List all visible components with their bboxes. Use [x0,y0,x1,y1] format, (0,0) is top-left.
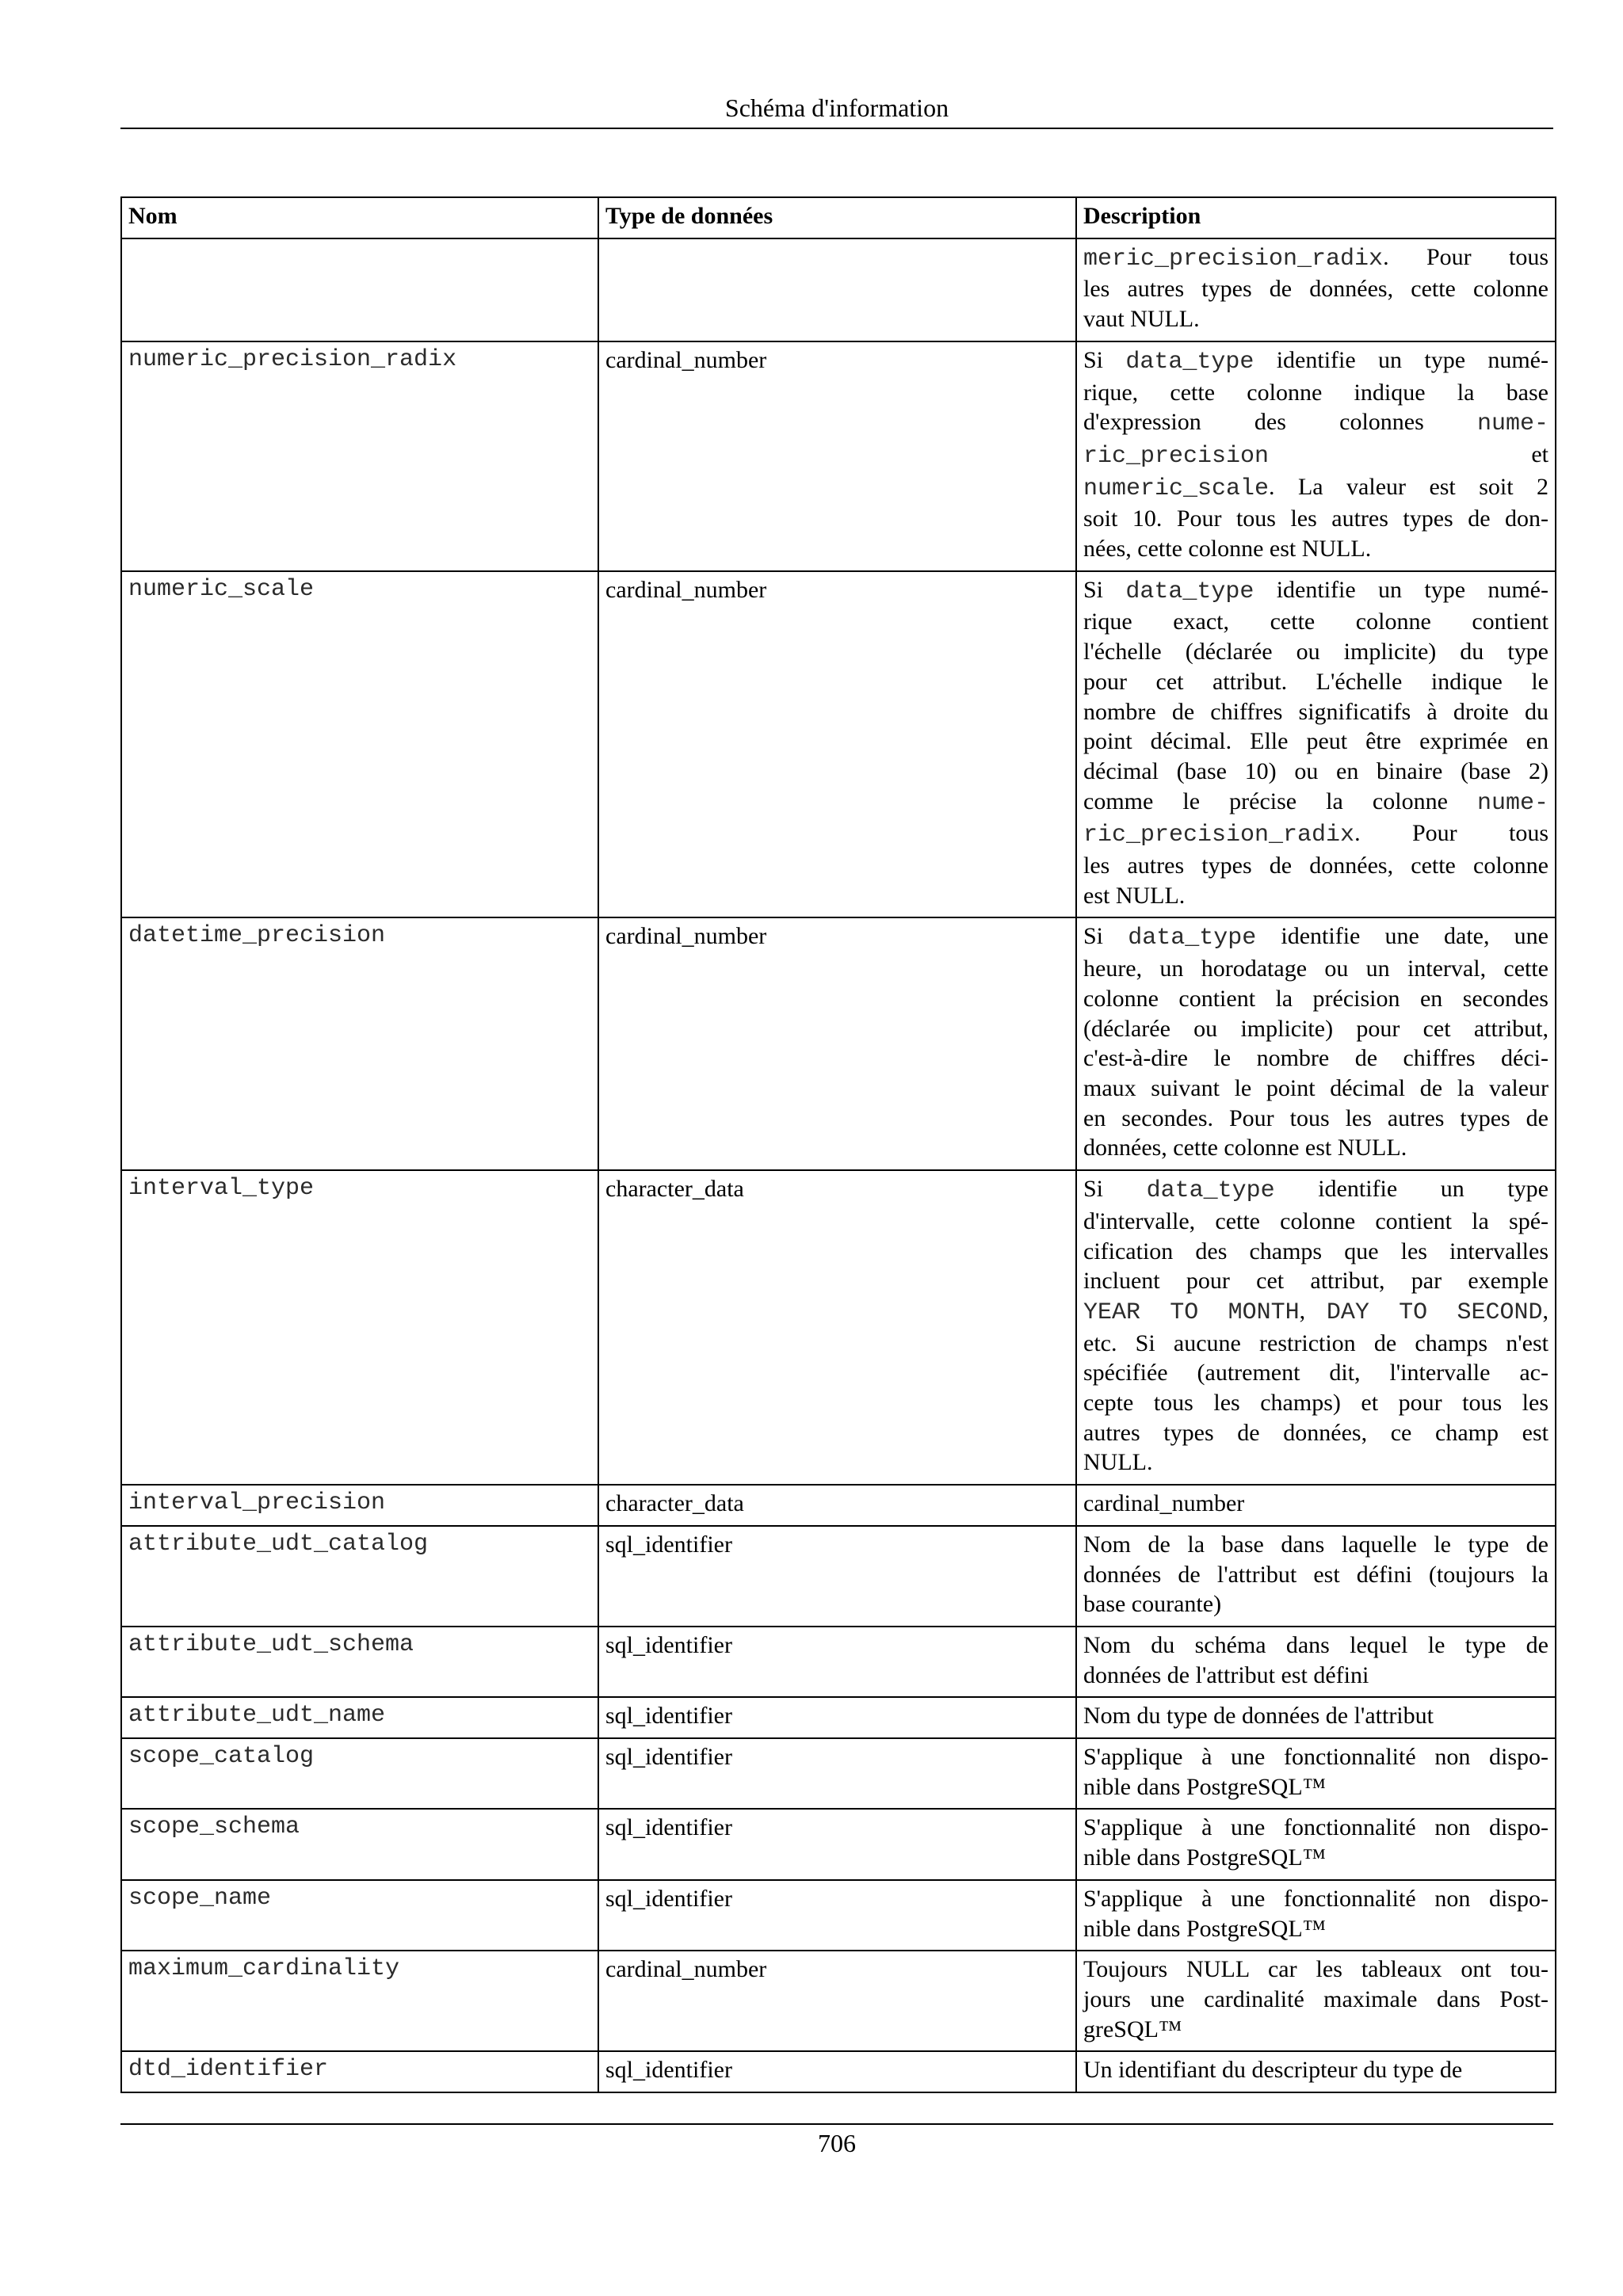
cell-description [1076,341,1556,571]
description-line [1083,575,1549,608]
text-fragment: base courante) [1083,1591,1222,1618]
text-fragment: Un identifiant du descripteur du type de [1083,2057,1463,2084]
cell-name: scope_schema [121,1809,598,1879]
description-line [1083,1388,1549,1418]
text-fragment: identifie un type [1274,1176,1549,1203]
description-line [1083,1447,1549,1478]
table-row [121,238,1556,341]
text-fragment: l'échelle (déclarée ou implicite) du type [1083,639,1549,666]
table-row [121,1697,1556,1738]
cell-description [1076,1526,1556,1627]
text-fragment: nées, cette colonne est NULL. [1083,536,1372,563]
text-fragment: S'applique à une fonctionnalité non dispo- [1083,1885,1549,1912]
table-header-row [121,197,1556,238]
cell-type: sql_identifier [598,1526,1076,1627]
description-line [1083,1266,1549,1296]
description-line [1083,1530,1549,1560]
description-line [1083,757,1549,787]
text-fragment: d'intervalle, cette colonne contient la spé- [1083,1207,1549,1234]
text-fragment: (déclarée ou implicite) pour cet attribut, [1083,1015,1549,1042]
cell-description [1076,1697,1556,1738]
cell-type: sql_identifier [598,1880,1076,1951]
description-line [1083,378,1549,408]
cell-name: attribute_udt_schema [121,1627,598,1697]
text-fragment: données de l'attribut est défini (toujours la [1083,1561,1549,1588]
text-fragment: décimal (base 10) ou en binaire (base 2) [1083,757,1549,784]
cell-name: interval_precision [121,1485,598,1526]
description-line [1083,472,1549,505]
cell-description [1076,917,1556,1170]
cell-type: sql_identifier [598,2051,1076,2092]
cell-type: cardinal_number [598,341,1076,571]
column-header-type: Type de données [598,197,1076,238]
text-fragment: jours une cardinalité maximale dans Post- [1083,1985,1549,2012]
description-line [1083,1630,1549,1661]
table-row [121,341,1556,571]
code-fragment: nume- [1476,410,1549,438]
text-fragment: Nom de la base dans laquelle le type de [1083,1531,1549,1558]
description-line [1083,1043,1549,1074]
table-row [121,1485,1556,1526]
cell-type: sql_identifier [598,1809,1076,1879]
description-line [1083,2015,1549,2045]
text-fragment: Toujours NULL car les tableaux ont tou- [1083,1956,1549,1983]
text-fragment: greSQL™ [1083,2016,1182,2042]
description-line [1083,407,1549,440]
text-fragment: rique exact, cette colonne contient [1083,608,1549,635]
text-fragment: Si [1083,576,1126,603]
description-line [1083,1207,1549,1237]
text-fragment: cepte tous les champs) et pour tous les [1083,1390,1549,1417]
text-fragment: etc. Si aucune restriction de champs n'est [1083,1329,1549,1356]
column-header-name: Nom [121,197,598,238]
cell-type [598,238,1076,341]
cell-name [121,238,598,341]
code-fragment: numeric_scale [1083,475,1270,502]
description-line [1083,1133,1549,1163]
text-fragment: rique, cette colonne indique la base [1083,379,1549,406]
description-line [1083,1489,1549,1519]
code-fragment: meric_precision_radix [1083,245,1384,273]
description-line [1083,304,1549,334]
description-line [1083,1329,1549,1359]
text-fragment: . La valeur est soit 2 [1269,473,1549,500]
description-line [1083,1074,1549,1104]
description-line [1083,534,1549,564]
text-fragment: comme le précise la colonne [1083,788,1477,814]
text-fragment: autres types de données, ce champ est [1083,1419,1549,1446]
description-line [1083,1358,1549,1388]
description-line [1083,1560,1549,1590]
text-fragment: colonne contient la précision en secondes [1083,985,1549,1012]
attributes-table [120,196,1556,2093]
text-fragment: nible dans PostgreSQL™ [1083,1773,1327,1800]
column-header-description: Description [1076,197,1556,238]
description-line [1083,1884,1549,1914]
text-fragment: NULL. [1083,1449,1153,1476]
table-row [121,2051,1556,2092]
text-fragment: Nom du type de données de l'attribut [1083,1703,1434,1730]
description-line [1083,881,1549,911]
text-fragment: Si [1083,923,1128,950]
code-fragment: data_type [1128,925,1257,952]
text-fragment: nombre de chiffres significatifs à droite du [1083,698,1549,725]
cell-name: maximum_cardinality [121,1951,598,2051]
code-fragment: YEAR TO MONTH [1083,1299,1300,1326]
text-fragment: d'expression des colonnes [1083,409,1477,436]
cell-name: numeric_precision_radix [121,341,598,571]
description-line [1083,1174,1549,1207]
cell-description [1076,1880,1556,1951]
text-fragment: Si [1083,346,1126,373]
text-fragment: identifie une date, une [1256,923,1549,950]
table-row [121,1880,1556,1951]
text-fragment: , [1299,1297,1327,1324]
text-fragment: Si [1083,1176,1147,1203]
cell-name: attribute_udt_name [121,1697,598,1738]
text-fragment: incluent pour cet attribut, par exemple [1083,1268,1549,1295]
cell-type: cardinal_number [598,917,1076,1170]
cell-name: interval_type [121,1170,598,1485]
text-fragment: identifie un type numé- [1254,346,1549,373]
description-line [1083,607,1549,637]
code-fragment: data_type [1125,578,1254,605]
text-fragment: identifie un type numé- [1254,576,1549,603]
cell-type: cardinal_number [598,571,1076,918]
cell-type: cardinal_number [598,1951,1076,2051]
description-line [1083,1014,1549,1044]
description-line [1083,984,1549,1014]
description-line [1083,1661,1549,1691]
code-fragment: ric_precision_radix [1083,822,1355,849]
description-line [1083,637,1549,667]
cell-description [1076,1170,1556,1485]
description-line [1083,1296,1549,1329]
description-line [1083,1237,1549,1267]
code-fragment: ric_precision [1083,442,1270,470]
text-fragment: cardinal_number [1083,1490,1245,1517]
table-row [121,1738,1556,1809]
description-line [1083,787,1549,819]
cell-description [1076,1627,1556,1697]
cell-description [1076,1951,1556,2051]
description-line [1083,440,1549,472]
text-fragment: c'est-à-dire le nombre de chiffres déci- [1083,1045,1549,1072]
description-line [1083,1772,1549,1802]
text-fragment: nible dans PostgreSQL™ [1083,1915,1327,1942]
text-fragment: S'applique à une fonctionnalité non dispo- [1083,1814,1549,1841]
description-line [1083,1955,1549,1985]
cell-name: dtd_identifier [121,2051,598,2092]
text-fragment: Nom du schéma dans lequel le type de [1083,1631,1549,1658]
table-row [121,1951,1556,2051]
description-line [1083,727,1549,757]
cell-description [1076,238,1556,341]
text-fragment: maux suivant le point décimal de la valeur [1083,1074,1549,1101]
description-line [1083,2055,1549,2085]
text-fragment: les autres types de données, cette colonne [1083,852,1549,879]
text-fragment: S'applique à une fonctionnalité non dispo- [1083,1744,1549,1771]
cell-type: sql_identifier [598,1697,1076,1738]
description-line [1083,1813,1549,1843]
table-row [121,1809,1556,1879]
cell-type: sql_identifier [598,1627,1076,1697]
text-fragment: cification des champs que les intervalles [1083,1238,1549,1264]
text-fragment: heure, un horodatage ou un interval, cette [1083,955,1549,982]
text-fragment: vaut NULL. [1083,306,1200,333]
description-line [1083,1701,1549,1731]
description-line [1083,1589,1549,1619]
description-line [1083,1418,1549,1448]
code-fragment: nume- [1476,789,1549,817]
text-fragment: . Pour tous [1354,820,1549,847]
description-line [1083,1914,1549,1944]
description-line [1083,1104,1549,1134]
text-fragment: données de l'attribut est défini [1083,1661,1369,1688]
cell-type: character_data [598,1485,1076,1526]
text-fragment: données, cette colonne est NULL. [1083,1135,1407,1161]
table-row [121,917,1556,1170]
cell-description [1076,1485,1556,1526]
cell-description [1076,1738,1556,1809]
text-fragment: , [1542,1297,1549,1324]
page-number: 706 [818,2129,856,2157]
text-fragment: spécifiée (autrement dit, l'intervalle ac- [1083,1360,1549,1386]
cell-type: character_data [598,1170,1076,1485]
description-line [1083,274,1549,304]
description-line [1083,1742,1549,1772]
description-line [1083,345,1549,378]
code-fragment: DAY TO SECOND [1326,1299,1543,1326]
table-row [121,1170,1556,1485]
text-fragment: nible dans PostgreSQL™ [1083,1844,1327,1871]
description-line [1083,851,1549,881]
text-fragment: est NULL. [1083,882,1186,909]
description-line [1083,954,1549,984]
text-fragment: pour cet attribut. L'échelle indique le [1083,668,1549,695]
text-fragment: les autres types de données, cette colonne [1083,276,1549,303]
table-row [121,571,1556,918]
code-fragment: data_type [1125,348,1254,376]
cell-name: datetime_precision [121,917,598,1170]
text-fragment: et [1269,441,1549,467]
description-line [1083,667,1549,697]
text-fragment: soit 10. Pour tous les autres types de don- [1083,505,1549,532]
cell-description [1076,1809,1556,1879]
text-fragment: . Pour tous [1383,243,1549,270]
cell-description [1076,2051,1556,2092]
page-header-title: Schéma d'information [724,93,949,122]
text-fragment: en secondes. Pour tous les autres types de [1083,1104,1549,1131]
description-line [1083,242,1549,275]
cell-name: attribute_udt_catalog [121,1526,598,1627]
description-line [1083,1843,1549,1873]
description-line [1083,818,1549,851]
table-row [121,1627,1556,1697]
table-row [121,1526,1556,1627]
cell-name: scope_catalog [121,1738,598,1809]
cell-type: sql_identifier [598,1738,1076,1809]
cell-name: scope_name [121,1880,598,1951]
description-line [1083,1985,1549,2015]
description-line [1083,504,1549,534]
cell-name: numeric_scale [121,571,598,918]
header-rule [120,128,1553,129]
description-line [1083,697,1549,727]
text-fragment: point décimal. Elle peut être exprimée en [1083,728,1549,755]
description-line [1083,921,1549,954]
code-fragment: data_type [1146,1177,1275,1205]
cell-description [1076,571,1556,918]
